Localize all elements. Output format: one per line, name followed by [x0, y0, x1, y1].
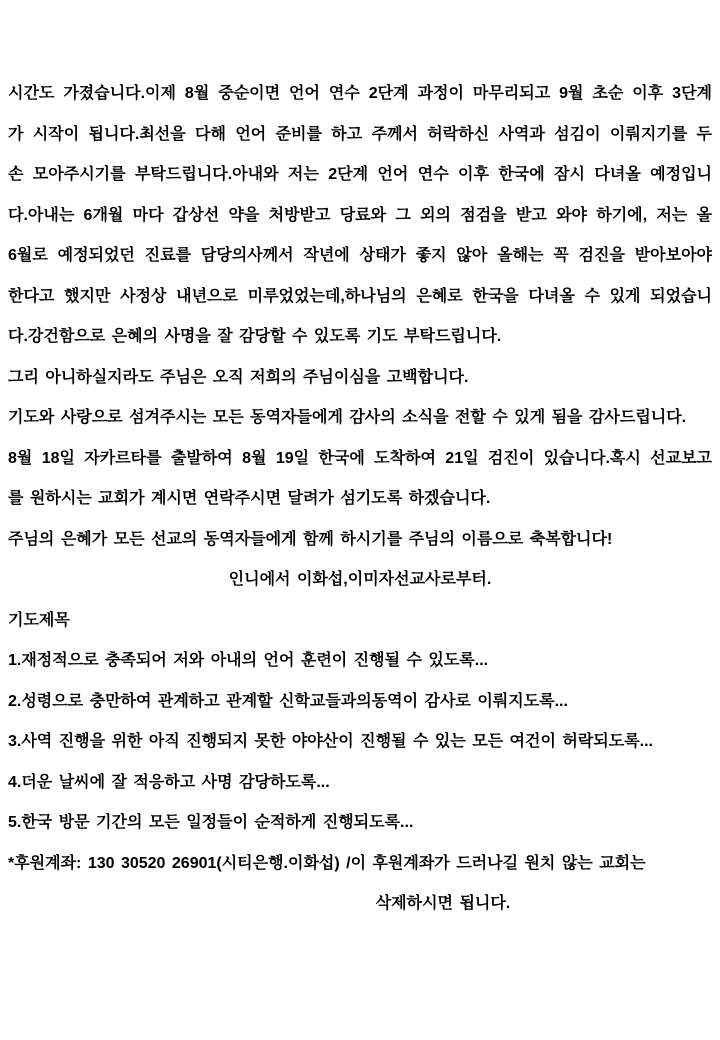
body-text-line: 가 시작이 됩니다.최선을 다해 언어 준비를 하고 주께서 허락하신 사역과 섬김이 이뤄지기를 두: [8, 125, 712, 143]
body-text-line: 시간도 가졌습니다.이제 8월 중순이면 언어 연수 2단계 과정이 마무리되고 9월 초순 이후 3단계: [8, 85, 712, 102]
signature-line: 인니에서 이화섭,이미자선교사로부터.: [228, 571, 492, 588]
blessing-line: 주님의 은혜가 모든 선교의 동역자들에게 함께 하시기를 주님의 이름으로 축복합니다!: [8, 530, 613, 548]
travel-info-line: 8월 18일 자카르타를 출발하여 8월 19일 한국에 도착하여 21일 검진이 있습니다.혹시 선교보고: [8, 449, 712, 467]
body-text-line: 손 모아주시기를 부탁드립니다.아내와 저는 2단계 언어 연수 이후 한국에 잠시 다녀올 예정입니: [8, 166, 712, 183]
prayer-title: 기도제목: [8, 611, 70, 629]
body-text-line: 한다고 했지만 사정상 내년으로 미루었었는데,하나님의 은혜로 한국을 다녀올 수 있게 되었습니: [8, 287, 712, 305]
support-account-line: *후원계좌: 130 30520 26901(시티은행.이화섭) /이 후원계좌가 드러나길 원치 않는 교회는: [8, 854, 646, 872]
prayer-item: 5.한국 방문 기간의 모든 일정들이 순적하게 진행되도록...: [8, 814, 414, 831]
prayer-item: 2.성령으로 충만하여 관계하고 관계할 신학교들과의동역이 감사로 이뤄지도록...: [8, 692, 568, 710]
prayer-item: 3.사역 진행을 위한 아직 진행되지 못한 야야산이 진행될 수 있는 모든 여건이 허락되도록...: [8, 733, 653, 750]
body-text-line: 다.아내는 6개월 마다 갑상선 약을 처방받고 당료와 그 외의 점검을 받고 와야 하기에, 저는 올: [8, 206, 712, 224]
confession-line: 그리 아니하실지라도 주님은 오직 저희의 주님이심을 고백합니다.: [8, 368, 469, 386]
body-text-line: 6월로 예정되었던 진료를 담당의사께서 작년에 상태가 좋지 않아 올해는 꼭 검진을 받아보아야: [8, 247, 712, 264]
support-note-line: 삭제하시면 됩니다.: [375, 895, 511, 912]
prayer-item: 1.재정적으로 충족되어 저와 아내의 언어 훈련이 진행될 수 있도록...: [8, 652, 489, 669]
thanks-line: 기도와 사랑으로 섬겨주시는 모든 동역자들에게 감사의 소식을 전할 수 있게 됨을 감사드립니다.: [8, 409, 687, 426]
travel-info-line: 를 원하시는 교회가 계시면 연락주시면 달려가 섬기도록 하겠습니다.: [8, 490, 491, 507]
body-text-line: 다.강건함으로 은혜의 사명을 잘 감당할 수 있도록 기도 부탁드립니다.: [8, 328, 502, 345]
prayer-item: 4.더운 날씨에 잘 적응하고 사명 감당하도록...: [8, 773, 330, 791]
